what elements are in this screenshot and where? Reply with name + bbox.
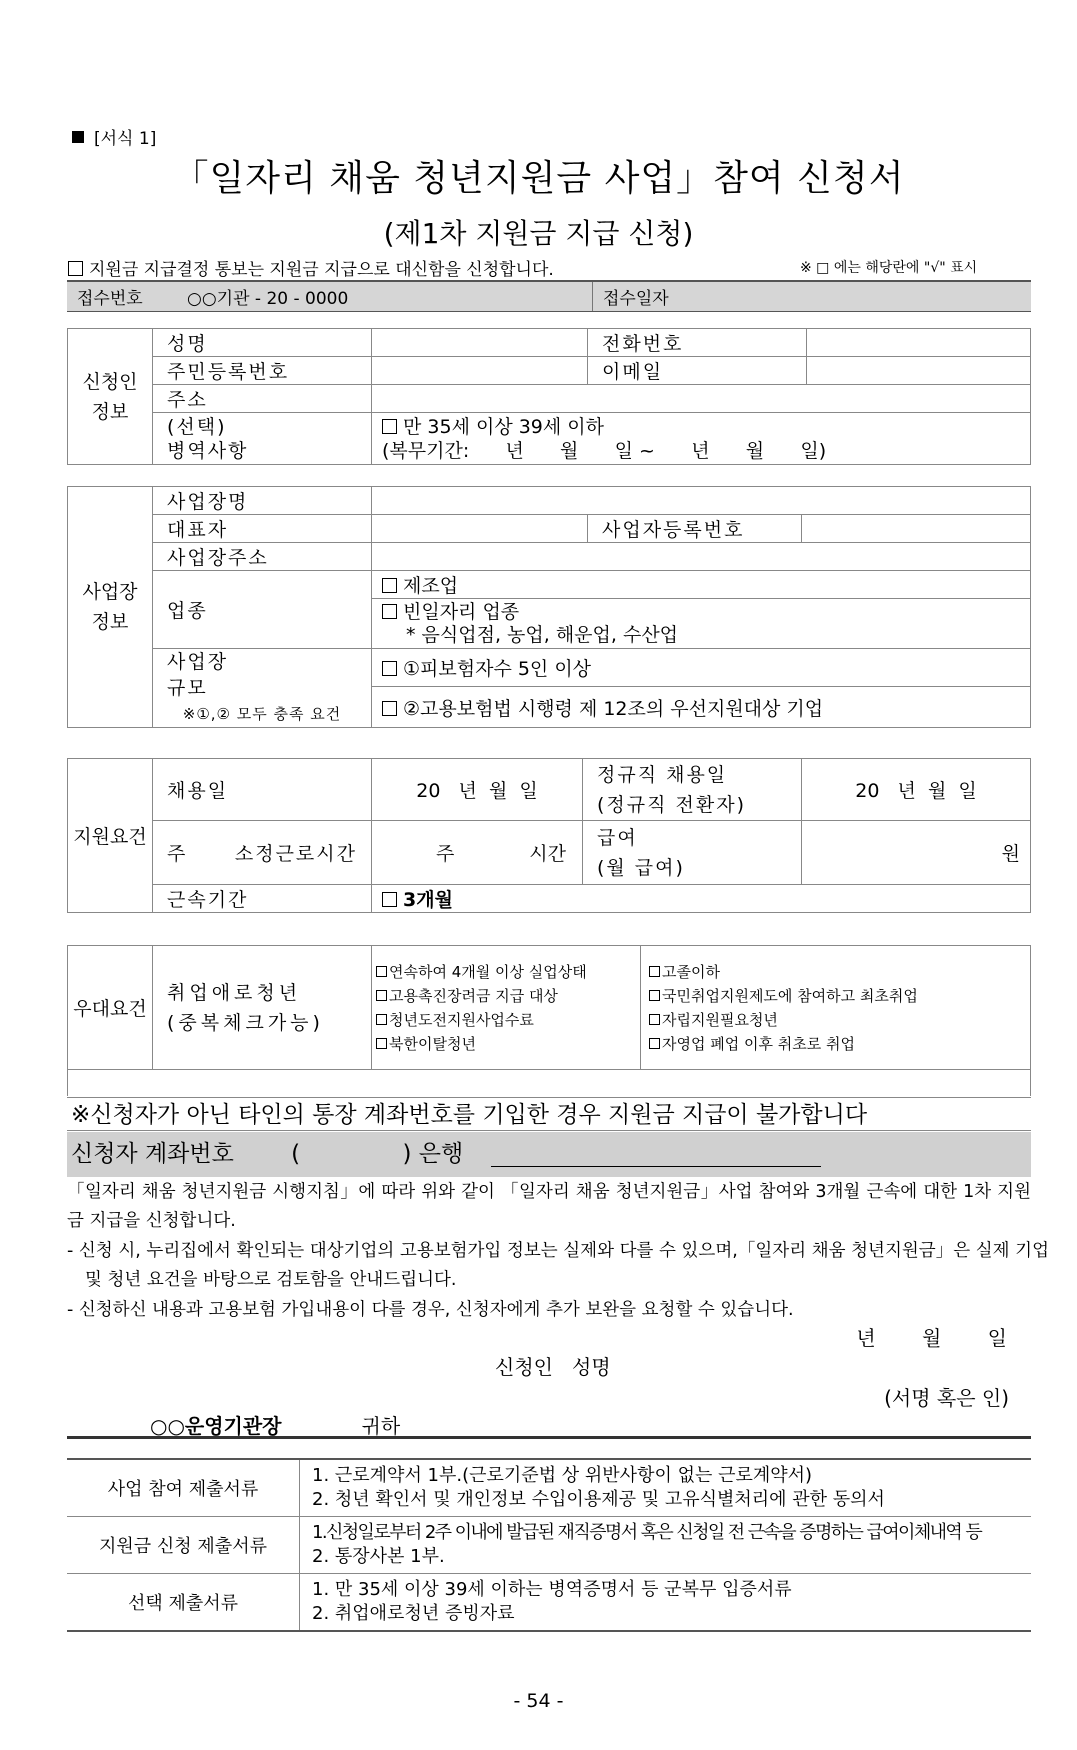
delegate-note[interactable]: 지원금 지급결정 통보는 지원금 지급으로 대신함을 신청합니다.	[68, 255, 554, 280]
pref-option[interactable]: 국민취업지원제도에 참여하고 최초취업	[649, 984, 1022, 1008]
rrn-field[interactable]	[372, 357, 588, 385]
hire-date-field[interactable]: 20 년 월 일	[372, 759, 583, 821]
checkbox-icon[interactable]	[376, 966, 387, 977]
account-number-field[interactable]	[491, 1142, 821, 1167]
scale-option-b[interactable]: ②고용보험법 시행령 제 12조의 우선지원대상 기업	[372, 687, 1031, 728]
preferences-section: 우대요건	[68, 946, 153, 1070]
pref-option[interactable]: 북한이탈청년	[376, 1032, 636, 1056]
pref-option[interactable]: 자영업 폐업 이후 취초로 취업	[649, 1032, 1022, 1056]
receipt-number-value: ○○기관 - 20 - 0000	[177, 281, 593, 312]
paragraph-2: - 신청 시, 누리집에서 확인되는 대상기업의 고용보험가입 정보는 실제와 다를 수 있으며,「일자리 채움 청년지원금」은 실제 기업 및 청년 요건을 바탕으로 검토함을 안내드립니다.	[67, 1241, 1049, 1290]
doc-label: 선택 제출서류	[67, 1574, 300, 1632]
paragraph-1: 「일자리 채움 청년지원금 시행지침」에 따라 위와 같이 「일자리 채움 청년지원금」사업 참여와 3개월 근속에 대한 1차 지원금 지급을 신청합니다.	[67, 1182, 1031, 1231]
pay-field[interactable]: 원	[802, 821, 1031, 885]
bank-field[interactable]: ( ) 은행	[291, 1141, 464, 1167]
doc-label: 사업 참여 제출서류	[67, 1459, 300, 1517]
receipt-table	[67, 280, 1031, 312]
regular-label: 정규직 채용일 (정규직 전환자)	[583, 759, 802, 821]
hours-field[interactable]: 주 시간	[372, 821, 583, 885]
biz-no-field[interactable]	[802, 515, 1031, 543]
receipt-date-label: 접수일자	[593, 281, 1032, 312]
page-title: 「일자리 채움 청년지원금 사업」참여 신청서	[172, 158, 905, 199]
pref-option[interactable]: 연속하여 4개월 이상 실업상태	[376, 960, 636, 984]
addressee: ○○운영기관장 귀하	[150, 1414, 401, 1438]
preferences-table	[67, 945, 1031, 1096]
email-label: 이메일	[588, 357, 807, 385]
workplace-section: 사업장 정보	[68, 487, 153, 728]
address-field[interactable]	[372, 385, 1031, 413]
workplace-address-label: 사업장주소	[153, 543, 372, 571]
pref-option[interactable]: 자립지원필요청년	[649, 1008, 1022, 1032]
tenure-label: 근속기간	[153, 885, 372, 913]
hire-date-label: 채용일	[153, 759, 372, 821]
preferences-left	[372, 946, 641, 1070]
name-label: 성명	[153, 329, 372, 357]
account-label: 신청자 계좌번호	[71, 1141, 234, 1167]
applicant-section: 신청인 정보	[68, 329, 153, 465]
industry-label: 업종	[153, 571, 372, 649]
pref-option[interactable]: 고용촉진장려금 지급 대상	[376, 984, 636, 1008]
ceo-label: 대표자	[153, 515, 372, 543]
phone-label: 전화번호	[588, 329, 807, 357]
checkbox-icon[interactable]	[382, 701, 397, 716]
page-number: - 54 -	[513, 1690, 564, 1712]
checkbox-icon[interactable]	[376, 990, 387, 1001]
checkbox-icon[interactable]	[68, 261, 83, 276]
phone-field[interactable]	[807, 329, 1031, 357]
workplace-name-label: 사업장명	[153, 487, 372, 515]
date-line[interactable]: 년 월 일	[856, 1326, 1007, 1350]
scale-label: 사업장 규모 ※①,② 모두 충족 요건	[153, 649, 372, 728]
checkbox-icon[interactable]	[649, 990, 660, 1001]
rrn-label: 주민등록번호	[153, 357, 372, 385]
checkbox-icon[interactable]	[376, 1014, 387, 1025]
receipt-number-label: 접수번호	[67, 281, 177, 312]
signer-name[interactable]: 신청인 성명	[495, 1355, 611, 1379]
workplace-address-field[interactable]	[372, 543, 1031, 571]
pref-option[interactable]: 고졸이하	[649, 960, 1022, 984]
checkbox-icon[interactable]	[649, 966, 660, 977]
doc-items: 1. 만 35세 이상 39세 이하는 병역증명서 등 군복무 입증서류 2. 취업애로청년 증빙자료	[300, 1574, 1032, 1632]
page-subtitle: (제1차 지원금 지급 신청)	[383, 217, 694, 250]
form-number: [서식 1]	[72, 124, 156, 149]
tenure-field[interactable]: 3개월	[372, 885, 1031, 913]
checkbox-icon[interactable]	[382, 604, 397, 619]
warning-text: ※신청자가 아닌 타인의 통장 계좌번호를 기입한 경우 지원금 지급이 불가합니다	[67, 1097, 1031, 1131]
blank-row	[68, 1070, 1031, 1096]
industry-option-1[interactable]: 제조업	[372, 571, 1031, 599]
requirements-table	[67, 758, 1031, 913]
doc-label: 지원금 신청 제출서류	[67, 1517, 300, 1574]
email-field[interactable]	[807, 357, 1031, 385]
divider	[67, 1436, 1031, 1439]
sign-note: (서명 혹은 인)	[884, 1386, 1009, 1410]
regular-date-field[interactable]: 20 년 월 일	[802, 759, 1031, 821]
documents-table	[67, 1458, 1031, 1632]
military-label: (선택) 병역사항	[153, 413, 372, 465]
address-label: 주소	[153, 385, 372, 413]
checkbox-icon[interactable]	[649, 1038, 660, 1049]
square-bullet-icon	[72, 131, 84, 143]
checkbox-icon[interactable]	[382, 419, 397, 434]
industry-option-2[interactable]: 빈일자리 업종 * 음식업점, 농업, 해운업, 수산업	[372, 599, 1031, 649]
preferences-label: 취업애로청년 (중복체크가능)	[153, 946, 372, 1070]
checkbox-icon[interactable]	[376, 1038, 387, 1049]
ceo-field[interactable]	[372, 515, 588, 543]
checkbox-icon[interactable]	[649, 1014, 660, 1025]
checkbox-icon[interactable]	[382, 578, 397, 593]
military-field[interactable]: 만 35세 이상 39세 이하 (복무기간: 년 월 일 ~ 년 월 일)	[372, 413, 1031, 465]
account-row	[67, 1132, 1031, 1177]
doc-items: 1. 근로계약서 1부.(근로기준법 상 위반사항이 없는 근로계약서) 2. 청년 확인서 및 개인정보 수입이용제공 및 고유식별처리에 관한 동의서	[300, 1459, 1032, 1517]
requirements-section: 지원요건	[68, 759, 153, 913]
checkbox-icon[interactable]	[382, 661, 397, 676]
scale-option-a[interactable]: ①피보험자수 5인 이상	[372, 649, 1031, 687]
applicant-table	[67, 328, 1031, 465]
preferences-right	[641, 946, 1031, 1070]
workplace-table	[67, 486, 1031, 728]
doc-items: 1.신청일로부터 2주 이내에 발급된 재직증명서 혹은 신청일 전 근속을 증명하는 급여이체내역 등 2. 통장사본 1부.	[300, 1517, 1032, 1574]
check-note: ※ □ 에는 해당란에 "√" 표시	[800, 260, 978, 276]
pay-label: 급여 (월 급여)	[583, 821, 802, 885]
checkbox-icon[interactable]	[382, 892, 397, 907]
pref-option[interactable]: 청년도전지원사업수료	[376, 1008, 636, 1032]
hours-label: 주 소정근로시간	[153, 821, 372, 885]
paragraph-3: - 신청하신 내용과 고용보험 가입내용이 다를 경우, 신청자에게 추가 보완을 요청할 수 있습니다.	[67, 1300, 794, 1320]
name-field[interactable]	[372, 329, 588, 357]
biz-no-label: 사업자등록번호	[588, 515, 802, 543]
workplace-name-field[interactable]	[372, 487, 1031, 515]
